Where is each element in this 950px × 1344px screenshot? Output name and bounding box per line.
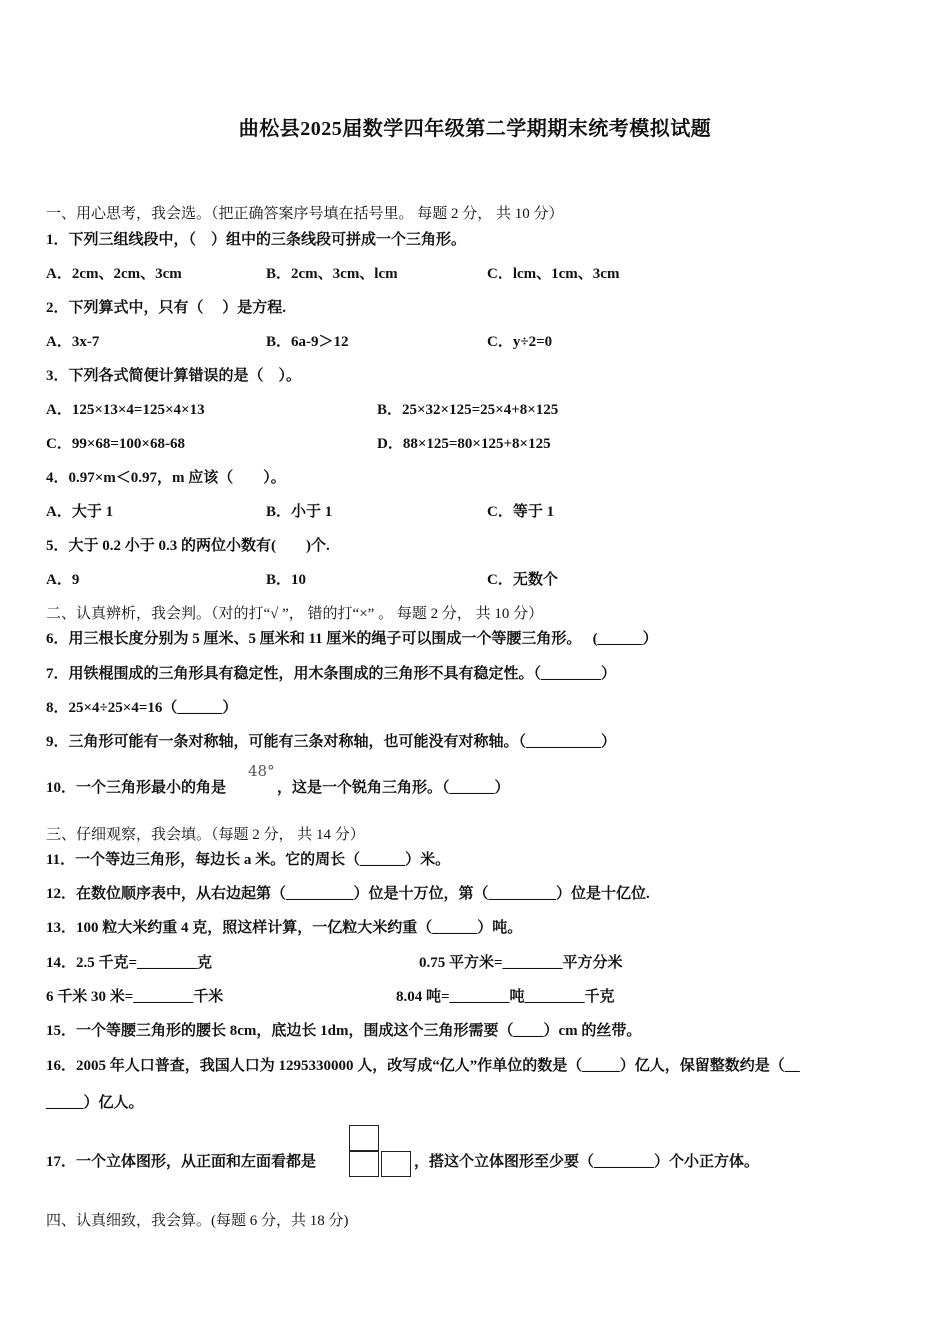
question-5-option-a: A．9	[46, 572, 80, 588]
question-5-option-c: C．无数个	[487, 572, 558, 588]
question-15: 15．一个等腰三角形的腰长 8cm，底边长 1dm，围成这个三角形需要（____）cm 的丝带。	[46, 1023, 642, 1039]
figure-square-bottom-left	[349, 1151, 379, 1177]
question-9: 9．三角形可能有一条对称轴，可能有三条对称轴，也可能没有对称轴。（__________）	[46, 734, 617, 750]
question-14-part-c: 6 千米 30 米=________千米	[46, 989, 224, 1005]
question-2-option-b: B．6a-9＞12	[266, 334, 349, 350]
question-1-option-b: B．2cm、3cm、lcm	[266, 266, 398, 282]
question-3-stem: 3．下列各式简便计算错误的是（ ）。	[46, 368, 302, 384]
question-7: 7．用铁棍围成的三角形具有稳定性，用木条围成的三角形不具有稳定性。（________）	[46, 666, 617, 682]
section-2-heading: 二、认真辨析，我会判。（对的打“√ ”， 错的打“×” 。 每题 2 分， 共 10 分）	[46, 606, 544, 622]
question-3-option-d: D．88×125=80×125+8×125	[377, 436, 551, 452]
question-4-stem: 4．0.97×m＜0.97，m 应该（ ）。	[46, 470, 286, 486]
question-17-part-2: ，搭这个立体图形至少要（________）个小正方体。	[414, 1154, 760, 1170]
question-2-stem: 2．下列算式中，只有（ ）是方程.	[46, 300, 287, 316]
question-5-option-b: B．10	[266, 572, 307, 588]
page-title: 曲松县2025届数学四年级第二学期期末统考模拟试题	[238, 118, 712, 140]
question-2-option-c: C．y÷2=0	[487, 334, 553, 350]
question-14-part-b: 0.75 平方米=________平方分米	[419, 955, 623, 971]
question-4-option-b: B．小于 1	[266, 504, 333, 520]
question-1-option-a: A．2cm、2cm、3cm	[46, 266, 182, 282]
question-11: 11．一个等边三角形，每边长 a 米。它的周长（______）米。	[46, 852, 451, 868]
question-4-option-c: C．等于 1	[487, 504, 555, 520]
question-1-stem: 1．下列三组线段中，（ ）组中的三条线段可拼成一个三角形。	[46, 232, 467, 248]
question-13: 13．100 粒大米约重 4 克，照这样计算，一亿粒大米约重（______）吨。	[46, 920, 523, 936]
question-6: 6．用三根长度分别为 5 厘米、5 厘米和 11 厘米的绳子可以围成一个等腰三角形。 (______）	[46, 631, 658, 647]
figure-square-bottom-right	[381, 1151, 411, 1177]
question-1-option-c: C．lcm、1cm、3cm	[487, 266, 620, 282]
question-10-part-2: ，这是一个锐角三角形。（______）	[277, 780, 510, 796]
question-5-stem: 5．大于 0.2 小于 0.3 的两位小数有( )个.	[46, 538, 330, 554]
question-8: 8．25×4÷25×4=16（______）	[46, 700, 238, 716]
section-4-heading: 四、认真细致，我会算。(每题 6 分，共 18 分)	[46, 1213, 349, 1229]
question-2-option-a: A．3x-7	[46, 334, 100, 350]
question-16-line-1: 16．2005 年人口普查，我国人口为 1295330000 人，改写成“亿人”作单位的数是（_____）亿人，保留整数约是（__	[46, 1058, 800, 1074]
question-14-part-d: 8.04 吨=________吨________千克	[396, 989, 615, 1005]
three-square-view-figure	[349, 1125, 413, 1181]
question-16-line-2: _____）亿人。	[46, 1095, 144, 1111]
question-3-option-b: B．25×32×125=25×4+8×125	[377, 402, 559, 418]
question-12: 12．在数位顺序表中，从右边起第（_________）位是十万位，第（_________）位是十亿位.	[46, 886, 650, 902]
section-1-heading: 一、用心思考，我会选。（把正确答案序号填在括号里。 每题 2 分， 共 10 分）	[46, 206, 564, 222]
question-3-option-c: C．99×68=100×68-68	[46, 436, 185, 452]
question-3-option-a: A．125×13×4=125×4×13	[46, 402, 205, 418]
question-17-part-1: 17．一个立体图形，从正面和左面看都是	[46, 1154, 317, 1170]
figure-square-top	[349, 1125, 379, 1151]
question-14-part-a: 14．2.5 千克=________克	[46, 955, 213, 971]
question-10-part-1: 10．一个三角形最小的角是	[46, 780, 227, 796]
angle-48-degrees: 48°	[248, 762, 275, 780]
question-4-option-a: A．大于 1	[46, 504, 114, 520]
section-3-heading: 三、仔细观察，我会填。（每题 2 分， 共 14 分）	[46, 827, 365, 843]
